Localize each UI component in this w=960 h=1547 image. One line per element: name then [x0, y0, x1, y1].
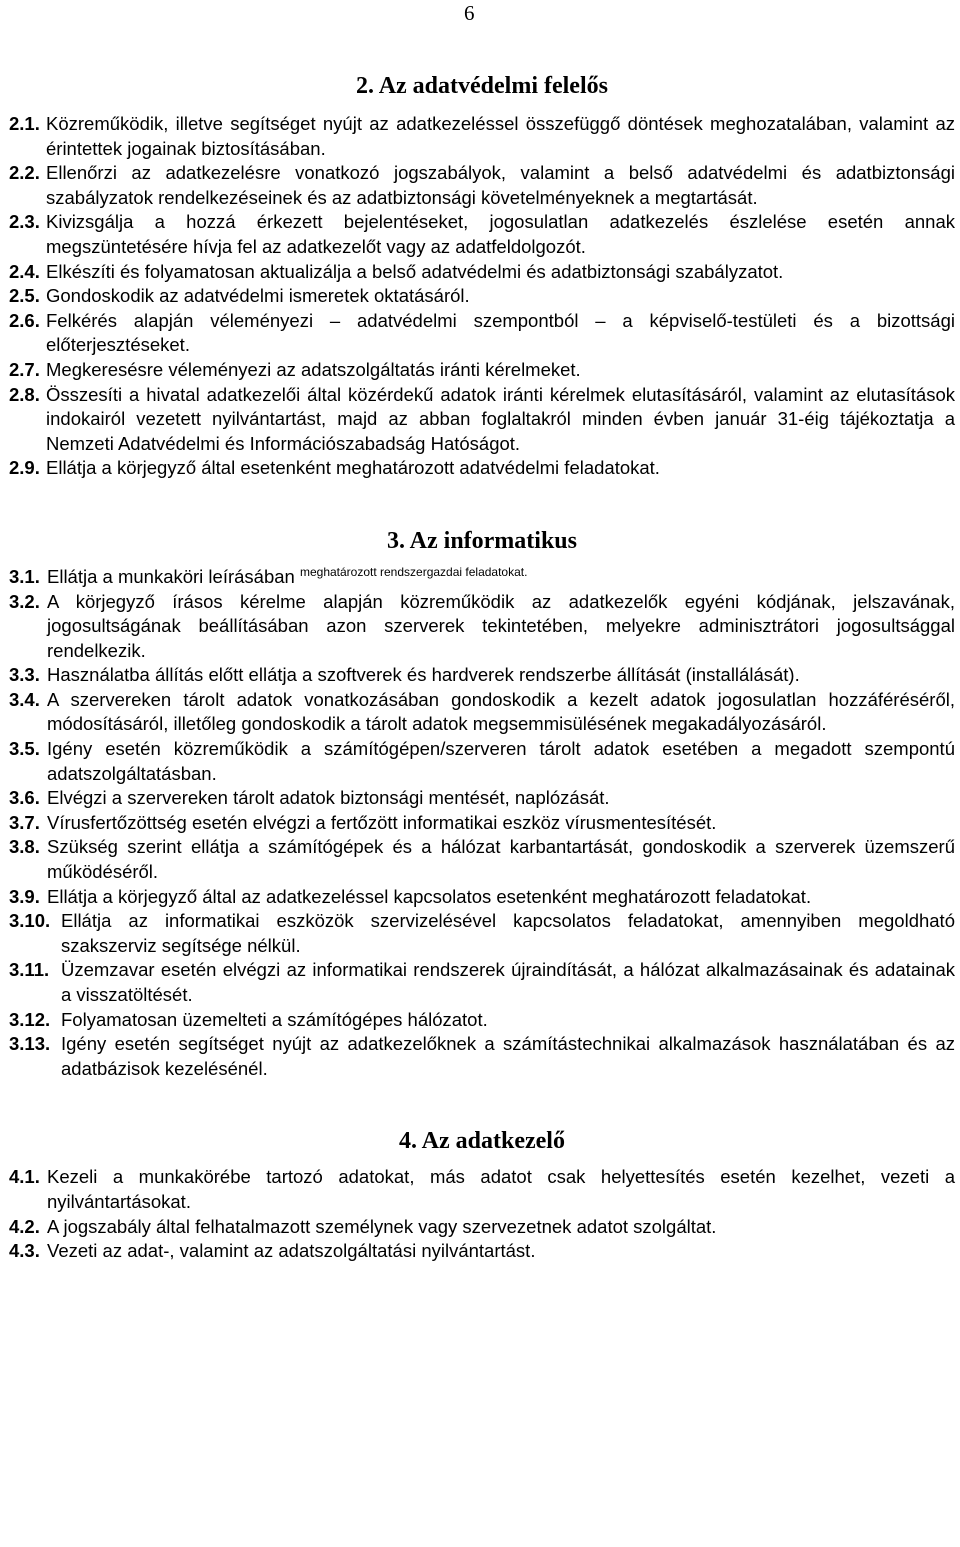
- list-item: [9, 786, 955, 811]
- item-number: 3.5.: [9, 738, 40, 760]
- list-item: [9, 737, 955, 786]
- list-item: [9, 1165, 955, 1214]
- item-number: 2.2.: [9, 162, 40, 184]
- list-item: [9, 1239, 955, 1264]
- item-text: [47, 565, 955, 590]
- item-text: Megkeresésre véleményezi az adatszolgáltatás iránti kérelmeket.: [46, 358, 581, 380]
- item-number: 2.7.: [9, 358, 40, 380]
- item-text: Elvégzi a szervereken tárolt adatok biztonsági mentését, naplózását.: [47, 787, 610, 809]
- list-item: [9, 309, 955, 358]
- item-number: 4.1.: [9, 1166, 40, 1188]
- list-item: [9, 210, 955, 259]
- list-item: [9, 590, 955, 664]
- item-text: Folyamatosan üzemelteti a számítógépes hálózatot.: [61, 1008, 488, 1030]
- item-number: 2.4.: [9, 260, 40, 282]
- list-item: [9, 885, 955, 910]
- list-item: [9, 565, 955, 590]
- list-item: [9, 161, 955, 210]
- item-number: 3.13.: [9, 1033, 51, 1055]
- section-2-list: [9, 112, 955, 481]
- item-number: 3.3.: [9, 664, 40, 686]
- list-item: [9, 383, 955, 457]
- item-number: 2.8.: [9, 383, 40, 405]
- item-text: A körjegyző írásos kérelme alapján közreműködik az adatkezelők egyéni kódjának, jelszavának, jogosultságának beállításában azon szerverek tekintetében, melyekre adminisztrátori jogosultsággal rendelkezik.: [47, 590, 955, 661]
- list-item: [9, 358, 955, 383]
- item-text: Elkészíti és folyamatosan aktualizálja a belső adatvédelmi és adatbiztonsági szabályzatot.: [46, 260, 784, 282]
- item-text: Közreműködik, illetve segítséget nyújt az adatkezeléssel összefüggő döntések meghozatalában, valamint az érintettek jogainak biztosításában.: [46, 113, 955, 159]
- list-item: [9, 456, 955, 481]
- page-number: 6: [464, 1, 475, 25]
- item-text: Vírusfertőzöttség esetén elvégzi a fertőzött informatikai eszköz vírusmentesítését.: [47, 811, 717, 833]
- item-number: 3.8.: [9, 836, 40, 858]
- section-heading-3: 3. Az informatikus: [386, 527, 577, 554]
- item-text: Kivizsgálja a hozzá érkezett bejelentéseket, jogosulatlan adatkezelés észlelése esetén annak megszüntetésére hívja fel az adatkezelőt vagy az adatfeldolgozót.: [46, 211, 955, 257]
- item-text: Vezeti az adat-, valamint az adatszolgáltatási nyilvántartást.: [47, 1240, 536, 1262]
- item-text: A szervereken tárolt adatok vonatkozásában gondoskodik a kezelt adatok jogosulatlan hozzáféréséről, módosításáról, illetőleg gondoskodik a tárolt adatok megsemmisülésének megakadályozásáról.: [47, 688, 955, 735]
- item-text: Igény esetén közreműködik a számítógépen/szerveren tárolt adatok esetében a megadott szempontú adatszolgáltatásban.: [47, 738, 955, 784]
- item-text: Ellátja az informatikai eszközök szervizelésével kapcsolatos feladatokat, amennyiben megoldható szakszerviz segítsége nélkül.: [61, 910, 955, 956]
- item-number: 3.7.: [9, 811, 40, 833]
- item-number: 2.5.: [9, 285, 40, 307]
- item-number: 3.4.: [9, 688, 40, 710]
- item-text: Használatba állítás előtt ellátja a szoftverek és hardverek rendszerbe állítását (installálását).: [47, 664, 800, 686]
- list-item: [9, 1008, 955, 1033]
- item-number: 2.1.: [9, 113, 40, 134]
- item-number: 3.2.: [9, 590, 40, 612]
- item-number: 3.1.: [9, 565, 40, 587]
- item-number: 3.12.: [9, 1008, 51, 1030]
- item-number: 2.3.: [9, 211, 40, 233]
- item-number: 2.6.: [9, 309, 40, 331]
- section-4-list: [9, 1165, 955, 1263]
- list-item: [9, 112, 955, 161]
- item-text: A jogszabály által felhatalmazott személynek vagy szervezetnek adatot szolgáltat.: [47, 1215, 717, 1237]
- item-text-main: Ellátja a munkaköri leírásában: [47, 565, 295, 587]
- list-item: [9, 909, 955, 958]
- item-text: Kezeli a munkakörébe tartozó adatokat, más adatot csak helyettesítés esetén kezelhet, vezeti a nyilvántartásokat.: [47, 1166, 955, 1212]
- item-number: 3.11.: [9, 959, 50, 981]
- item-number: 3.10.: [9, 910, 51, 932]
- list-item: [9, 811, 955, 836]
- item-number: 4.2.: [9, 1215, 40, 1237]
- item-text: Gondoskodik az adatvédelmi ismeretek oktatásáról.: [46, 285, 470, 307]
- item-text: Ellátja a körjegyző által az adatkezeléssel kapcsolatos esetenként meghatározott feladatokat.: [47, 885, 812, 907]
- item-text: Igény esetén segítséget nyújt az adatkezelőknek a számítástechnikai alkalmazások használatában és az adatbázisok kezelésénél.: [61, 1033, 955, 1079]
- item-number: 3.9.: [9, 885, 40, 907]
- section-heading-4: 4. Az adatkezelő: [399, 1128, 565, 1155]
- section-3-list: [9, 565, 955, 1081]
- item-text: Ellenőrzi az adatkezelésre vonatkozó jogszabályok, valamint a belső adatvédelmi és adatbiztonsági szabályzatok rendelkezéseinek és az adatbiztonsági követelményeknek a megtartását.: [46, 162, 955, 208]
- item-number: 2.9.: [9, 457, 40, 479]
- document-body: [9, 70, 955, 1264]
- list-item: [9, 1032, 955, 1081]
- item-text: Összesíti a hivatal adatkezelői által közérdekű adatok iránti kérelmek elutasításáról, valamint az elutasítások indokairól vezetett nyilvántartást, majd az abban foglaltakról minden évben január 31-éig tájékoztatja a Nemzeti Adatvédelmi és Információszabadság Hatóságot.: [46, 383, 955, 454]
- list-item: [9, 260, 955, 285]
- item-text: Ellátja a körjegyző által esetenként meghatározott adatvédelmi feladatokat.: [46, 457, 660, 479]
- item-text: Szükség szerint ellátja a számítógépek és a hálózat karbantartását, gondoskodik a szerverek üzemszerű működéséről.: [47, 836, 955, 883]
- item-number: 3.6.: [9, 787, 40, 809]
- list-item: [9, 688, 955, 737]
- item-text-small: meghatározott rendszergazdai feladatokat.: [299, 564, 528, 579]
- list-item: [9, 835, 955, 884]
- list-item: [9, 663, 955, 688]
- item-text: Üzemzavar esetén elvégzi az informatikai rendszerek újraindítását, a hálózat alkalmazásainak és adatainak a visszatöltését.: [61, 959, 955, 1005]
- list-item: [9, 1215, 955, 1240]
- item-number: 4.3.: [9, 1240, 40, 1262]
- list-item: [9, 284, 955, 309]
- section-heading-2: 2. Az adatvédelmi felelős: [356, 73, 608, 99]
- item-text: Felkérés alapján véleményezi – adatvédelmi szempontból – a képviselő-testületi és a bizottsági előterjesztéseket.: [46, 309, 955, 356]
- list-item: [9, 958, 955, 1007]
